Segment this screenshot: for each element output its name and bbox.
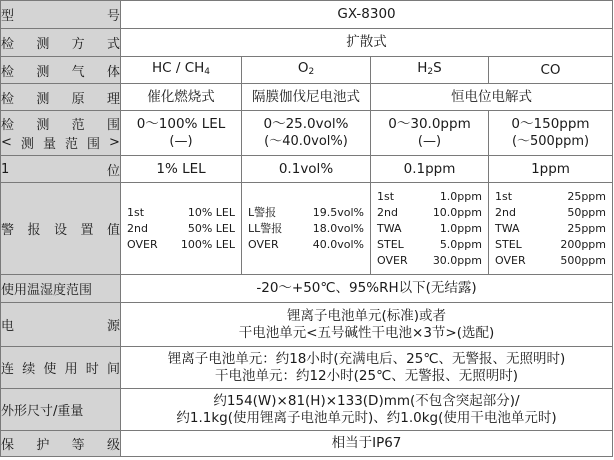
label-char: 时 (85, 362, 99, 377)
row-runtime (1, 347, 613, 389)
gas-h2s: $H_2S$ (371, 57, 489, 84)
principle-catalytic: 催化燃烧式 (121, 84, 242, 111)
label-char: 检 (1, 118, 15, 133)
alarm-key: STEL (495, 237, 522, 251)
label-char: 测 (36, 64, 50, 80)
alarm-key: 1st (495, 189, 513, 203)
alarm-value: 5.0ppm (439, 237, 482, 251)
gas-hc-ch4: HC / $CH_4$ (121, 57, 242, 84)
label-char: < (1, 135, 12, 150)
label-char: 范 (64, 137, 78, 152)
principle-electrolytic: 恒电位电解式 (371, 84, 613, 111)
range-col4: 0～150ppm (～500ppm) (489, 111, 613, 156)
alarm-value: 30.0ppm (432, 253, 482, 267)
unit-col2: 0.1vol% (242, 156, 371, 183)
alarm-key: LL警报 (248, 221, 283, 235)
alarm-key: OVER (248, 237, 279, 251)
alarm-value: 18.0vol% (312, 221, 364, 235)
alarm-key: OVER (377, 253, 408, 267)
label-gas (1, 57, 121, 84)
row-size (1, 389, 613, 431)
label-model-text (1, 5, 120, 24)
alarm-key: L警报 (248, 205, 277, 219)
alarm-value: 200ppm (560, 237, 607, 251)
label-char: 号 (106, 9, 120, 24)
value-model: GX-8300 (121, 1, 613, 29)
label-char: 间 (106, 362, 120, 377)
row-gas (1, 57, 613, 84)
label-char: 置 (80, 223, 94, 238)
label-char: 设 (53, 223, 67, 238)
alarm-value: 25ppm (567, 221, 607, 235)
label-char: 围 (106, 118, 120, 133)
label-char: 值 (106, 223, 120, 238)
label-protection (1, 431, 121, 457)
label-char: 原 (71, 91, 85, 107)
label-char: 检 (1, 91, 15, 107)
label-char: 型 (1, 9, 15, 24)
row-unit (1, 156, 613, 183)
alarm-key: 2nd (377, 205, 398, 219)
label-char: 气 (71, 64, 85, 80)
label-char: 方 (71, 37, 85, 52)
value-runtime: 锂离子电池单元：约18小时(充满电后、25℃、无警报、无照明时) 干电池单元：约12小时(25℃、无警报、无照明时) (121, 347, 613, 389)
row-method (1, 29, 613, 57)
label-char: 理 (106, 91, 120, 107)
alarm-key: 1st (377, 189, 395, 203)
label-power: 电 源 (1, 303, 121, 347)
row-power (1, 303, 613, 347)
alarm-col1 (121, 183, 242, 275)
label-char: 围 (87, 137, 101, 152)
alarm-col2 (242, 183, 371, 275)
unit-col3: 0.1ppm (371, 156, 489, 183)
label-principle (1, 84, 121, 111)
alarm-value: 10.0ppm (432, 205, 482, 219)
alarm-col3 (371, 183, 489, 275)
principle-galvanic: 隔膜伽伐尼电池式 (242, 84, 371, 111)
label-range (1, 111, 121, 156)
alarm-value: 50ppm (567, 205, 607, 219)
label-model (1, 1, 121, 29)
alarm-key: STEL (377, 237, 404, 251)
unit-col1: 1% LEL (121, 156, 242, 183)
label-size: 外形尺寸/重量 (1, 389, 121, 431)
row-env (1, 275, 613, 303)
label-char: 测 (36, 37, 50, 52)
range-col2: 0～25.0vol% (～40.0vol%) (242, 111, 371, 156)
alarm-key: 1st (127, 205, 145, 219)
alarm-key: OVER (495, 253, 526, 267)
label-char: 测 (36, 118, 50, 133)
label-char: 检 (1, 37, 15, 52)
row-protection (1, 431, 613, 457)
unit-col4: 1ppm (489, 156, 613, 183)
alarm-key: OVER (127, 237, 158, 251)
alarm-value: 100% LEL (180, 237, 235, 251)
label-char: 体 (106, 64, 120, 80)
label-char: 使 (43, 362, 57, 377)
alarm-value: 10% LEL (187, 205, 235, 219)
alarm-key: TWA (495, 221, 520, 235)
alarm-col4 (489, 183, 613, 275)
label-char: 用 (64, 362, 78, 377)
label-char: 量 (42, 137, 56, 152)
gas-co: CO (489, 57, 613, 84)
alarm-value: 50% LEL (187, 221, 235, 235)
value-power: 锂离子电池单元(标准)或者 干电池单元<五号碱性干电池×3节>(选配) (121, 303, 613, 347)
range-col1: 0～100% LEL (—) (121, 111, 242, 156)
alarm-value: 25ppm (567, 189, 607, 203)
label-char: > (109, 135, 120, 150)
label-char: 等 (71, 438, 85, 453)
alarm-value: 500ppm (560, 253, 607, 267)
row-model (1, 1, 613, 29)
label-char: 保 (1, 438, 15, 453)
gas-o2: $O_2$ (242, 57, 371, 84)
alarm-value: 1.0ppm (439, 221, 482, 235)
label-char: 范 (71, 118, 85, 133)
alarm-key: TWA (377, 221, 402, 235)
range-col3: 0～30.0ppm (—) (371, 111, 489, 156)
value-env: -20～+50℃、95%RH以下(无结露) (121, 275, 613, 303)
label-unit: 1 位 (1, 156, 121, 183)
row-range (1, 111, 613, 156)
row-principle (1, 84, 613, 111)
label-char: 检 (1, 64, 15, 80)
label-runtime (1, 347, 121, 389)
label-char: 式 (106, 37, 120, 52)
label-char: 测 (20, 137, 34, 152)
alarm-value: 40.0vol% (312, 237, 364, 251)
label-char: 测 (36, 91, 50, 107)
label-char: 续 (22, 362, 36, 377)
alarm-value: 19.5vol% (312, 205, 364, 219)
label-alarm (1, 183, 121, 275)
value-size: 约154(W)×81(H)×133(D)mm(不包含突起部分)/ 约1.1kg(使用锂离子电池单元时)、约1.0kg(使用干电池单元时) (121, 389, 613, 431)
label-char: 护 (36, 438, 50, 453)
value-method: 扩散式 (121, 29, 613, 57)
label-char: 级 (106, 438, 120, 453)
alarm-key: 2nd (495, 205, 516, 219)
value-protection: 相当于IP67 (121, 431, 613, 457)
label-env: 使用温湿度范围 (1, 275, 121, 303)
label-char: 连 (1, 362, 15, 377)
label-char: 警 (1, 223, 15, 238)
alarm-key: 2nd (127, 221, 148, 235)
label-char: 报 (27, 223, 41, 238)
label-method (1, 29, 121, 57)
alarm-value: 1.0ppm (439, 189, 482, 203)
row-alarm (1, 183, 613, 275)
